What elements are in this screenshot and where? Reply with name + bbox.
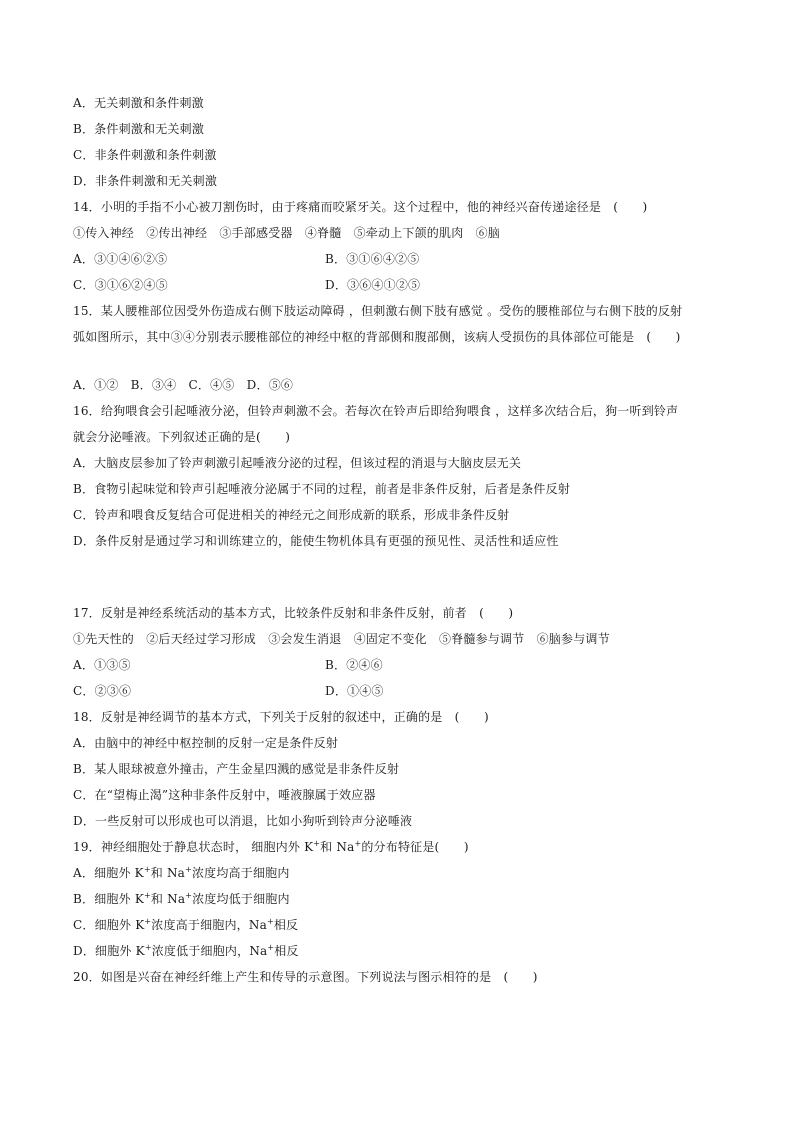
superscript-plus: + <box>267 943 275 952</box>
q14-stem: 14．小明的手指不小心被刀割伤时，由于疼痛而咬紧牙关。这个过程中，他的神经兴奋传递途径是 ( ) <box>73 200 648 214</box>
q19-b-part1: B．细胞外 K <box>73 892 144 906</box>
q18-stem: 18．反射是神经调节的基本方式，下列关于反射的叙述中，正确的是 ( ) <box>73 710 489 724</box>
superscript-plus: + <box>144 891 151 900</box>
q16-option-c: C．铃声和喂食反复结合可促进相关的神经元之间形成新的联系，形成非条件反射 <box>73 508 510 522</box>
superscript-plus: + <box>354 839 362 848</box>
q13-option-c: C．非条件刺激和条件刺激 <box>73 148 217 162</box>
q19-a-part2: 和 Na <box>150 866 186 880</box>
q19-d-part2: 浓度低于细胞内，Na <box>151 944 268 958</box>
q16-option-d: D．条件反射是通过学习和训练建立的，能使生物机体具有更强的预见性、灵活性和适应性 <box>73 534 559 548</box>
q16-option-b: B．食物引起味觉和铃声引起唾液分泌属于不同的过程，前者是非条件反射，后者是条件反射 <box>73 482 571 496</box>
q14-option-a: A．③①④⑥②⑤ <box>73 252 168 266</box>
q19-stem <box>73 839 469 855</box>
q19-option-c <box>73 917 298 933</box>
q16-stem-line1: 16．给狗喂食会引起唾液分泌，但铃声刺激不会。若每次在铃声后即给狗喂食 ，这样多次结合后，狗一听到铃声 <box>73 404 679 418</box>
q19-stem-part3: 的分布特征是( ) <box>361 840 469 854</box>
q14-option-c: C．③①⑥②④⑤ <box>73 278 168 292</box>
superscript-plus: + <box>266 917 274 926</box>
q13-option-b: B．条件刺激和无关刺激 <box>73 122 205 136</box>
q19-c-part3: 相反 <box>273 918 299 932</box>
q13-option-a: A．无关刺激和条件刺激 <box>73 96 204 110</box>
q19-a-part1: A．细胞外 K <box>73 866 144 880</box>
superscript-plus: + <box>313 839 321 848</box>
q16-option-a: A．大脑皮层参加了铃声刺激引起唾液分泌的过程，但该过程的消退与大脑皮层无关 <box>73 456 522 470</box>
q19-a-part3: 浓度均高于细胞内 <box>191 866 290 880</box>
q18-option-c: C．在“望梅止渴”这种非条件反射中，唾液腺属于效应器 <box>73 788 376 802</box>
q17-option-c: C．②③⑥ <box>73 684 132 698</box>
q19-c-part2: 浓度高于细胞内，Na <box>151 918 267 932</box>
q15-options: A．①② B．③④ C．④⑤ D．⑤⑥ <box>73 378 294 392</box>
q19-stem-part2: 和 Na <box>320 840 355 854</box>
q18-option-a: A．由脑中的神经中枢控制的反射一定是条件反射 <box>73 736 339 750</box>
q20-stem: 20．如图是兴奋在神经纤维上产生和传导的示意图。下列说法与图示相符的是 ( ) <box>73 970 538 984</box>
superscript-plus: + <box>144 943 152 952</box>
q18-option-d: D．一些反射可以形成也可以消退，比如小狗听到铃声分泌唾液 <box>73 814 413 828</box>
q19-option-b <box>73 891 290 907</box>
q14-option-d: D．③⑥④①②⑤ <box>325 278 421 292</box>
q15-stem-line2: 弧如图所示，其中③④分别表示腰椎部位的神经中枢的背部侧和腹部侧，该病人受损伤的具体部位可能是 ( ) <box>73 330 681 344</box>
q17-option-b: B．②④⑥ <box>325 658 383 672</box>
superscript-plus: + <box>143 865 151 874</box>
q17-stem: 17．反射是神经系统活动的基本方式，比较条件反射和非条件反射，前者 ( ) <box>73 606 514 620</box>
q17-option-d: D．①④⑤ <box>325 684 384 698</box>
superscript-plus: + <box>144 917 152 926</box>
superscript-plus: + <box>185 891 193 900</box>
q14-items: ①传入神经 ②传出神经 ③手部感受器 ④脊髓 ⑤牵动上下颌的肌肉 ⑥脑 <box>73 226 501 240</box>
q19-option-a <box>73 865 290 881</box>
q14-option-b: B．③①⑥④②⑤ <box>325 252 420 266</box>
q19-d-part3: 相反 <box>274 944 299 958</box>
q16-stem-line2: 就会分泌唾液。下列叙述正确的是( ) <box>73 430 291 444</box>
superscript-plus: + <box>185 865 192 874</box>
q19-b-part3: 浓度均低于细胞内 <box>192 892 290 906</box>
q13-option-d: D．非条件刺激和无关刺激 <box>73 174 218 188</box>
q19-d-part1: D．细胞外 K <box>73 944 145 958</box>
q19-stem-part1: 19．神经细胞处于静息状态时， 细胞内外 K <box>73 840 314 854</box>
q19-b-part2: 和 Na <box>150 892 186 906</box>
q17-option-a: A．①③⑤ <box>73 658 131 672</box>
q15-stem-line1: 15．某人腰椎部位因受外伤造成右侧下肢运动障碍 ，但刺激右侧下肢有感觉 。受伤的腰椎部位与右侧下肢的反射 <box>73 304 683 318</box>
q19-c-part1: C．细胞外 K <box>73 918 145 932</box>
q17-items: ①先天性的 ②后天经过学习形成 ③会发生消退 ④固定不变化 ⑤脊髓参与调节 ⑥脑参与调节 <box>73 632 610 646</box>
q19-option-d <box>73 943 299 959</box>
q18-option-b: B．某人眼球被意外撞击，产生金星四溅的感觉是非条件反射 <box>73 762 400 776</box>
